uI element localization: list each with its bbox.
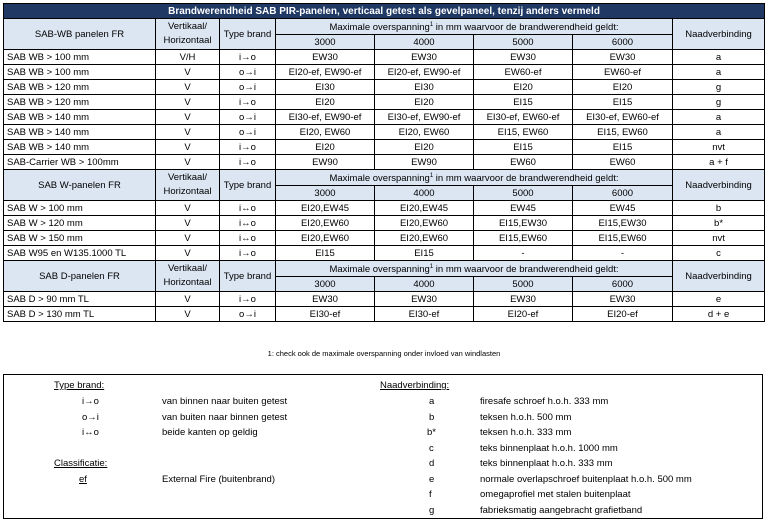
legend-type-desc: van buiten naar binnen getest	[162, 411, 288, 423]
span-5000: EI15,EW60	[474, 231, 573, 246]
fire-type: o→i	[220, 65, 276, 80]
table-row	[4, 140, 765, 155]
orientation: V	[156, 231, 220, 246]
connection: d + e	[673, 307, 765, 322]
connection: a	[673, 65, 765, 80]
legend-naad-desc: teks binnenplaat h.o.h. 1000 mm	[480, 442, 618, 454]
orientation: V	[156, 155, 220, 170]
span-4000: EW30	[375, 50, 474, 65]
orientation-header	[156, 170, 220, 201]
span-5000: EI15,EW30	[474, 216, 573, 231]
table-row	[4, 125, 765, 140]
connection: g	[673, 80, 765, 95]
fire-type: i→o	[220, 95, 276, 110]
span-5000: -	[474, 246, 573, 261]
legend-naad-code: d	[429, 458, 435, 469]
orientation: V	[156, 216, 220, 231]
span-5000: EI15	[474, 95, 573, 110]
span-5000: EW60-ef	[474, 65, 573, 80]
orientation: V	[156, 201, 220, 216]
span-5000: EI15	[474, 140, 573, 155]
span-value: 6000	[573, 186, 673, 201]
span-5000: EI30-ef, EW60-ef	[474, 110, 573, 125]
legend-naad-desc: teks binnenplaat h.o.h. 333 mm	[480, 458, 613, 469]
orientation: V/H	[156, 50, 220, 65]
span-5000: EW45	[474, 201, 573, 216]
span-header	[276, 170, 673, 186]
span-footnote-mark: 1	[429, 173, 434, 180]
span-value: 4000	[375, 35, 474, 50]
connection: a + f	[673, 155, 765, 170]
span-3000: EI20-ef, EW90-ef	[276, 65, 375, 80]
span-6000: EW60	[573, 155, 673, 170]
panel-type: SAB W > 120 mm	[4, 216, 156, 231]
span-4000: EI30-ef	[375, 307, 474, 322]
orientation-header-line2: Horizontaal	[163, 35, 212, 47]
span-6000: -	[573, 246, 673, 261]
panel-type: SAB WB > 140 mm	[4, 140, 156, 155]
legend-class-desc: External Fire (buitenbrand)	[162, 474, 275, 485]
section-header-row	[4, 170, 765, 186]
span-3000: EI30-ef	[276, 307, 375, 322]
span-3000: EI20, EW60	[276, 125, 375, 140]
span-header	[276, 19, 673, 35]
legend-class-title: Classificatie:	[54, 458, 108, 469]
fire-type: i→o	[220, 50, 276, 65]
span-value: 3000	[276, 277, 375, 292]
connection: a	[673, 125, 765, 140]
span-header-post: in mm waarvoor de brandwerendheid geldt:	[433, 22, 619, 34]
connection-header: Naadverbinding	[673, 170, 765, 201]
connection: b*	[673, 216, 765, 231]
span-6000: EI15, EW60	[573, 125, 673, 140]
span-4000: EW30	[375, 292, 474, 307]
legend-naad-desc: omegaprofiel met stalen buitenplaat	[480, 489, 631, 500]
legend-naad-code: a	[429, 396, 435, 407]
orientation: V	[156, 125, 220, 140]
panel-type: SAB WB > 120 mm	[4, 95, 156, 110]
legend-type-code: o→i	[82, 411, 99, 423]
panel-type: SAB WB > 100 mm	[4, 50, 156, 65]
span-5000: EW30	[474, 292, 573, 307]
span-3000: EI20,EW45	[276, 201, 375, 216]
legend-naad-desc: teksen h.o.h. 500 mm	[480, 411, 572, 423]
span-4000: EI20,EW60	[375, 216, 474, 231]
connection-header: Naadverbinding	[673, 19, 765, 50]
connection-header: Naadverbinding	[673, 261, 765, 292]
span-4000: EI20	[375, 95, 474, 110]
orientation-header	[156, 19, 220, 50]
orientation-header-line2: Horizontaal	[163, 186, 212, 198]
span-5000: EI20-ef	[474, 307, 573, 322]
span-3000: EI30	[276, 80, 375, 95]
fire-type: i↔o	[220, 231, 276, 246]
legend-naad-code: c	[429, 442, 434, 454]
type-brand-header: Type brand	[220, 261, 276, 292]
connection: nvt	[673, 140, 765, 155]
panel-type: SAB W95 en W135.1000 TL	[4, 246, 156, 261]
span-header-pre: Maximale overspanning	[329, 22, 430, 34]
orientation-header-line1: Vertikaal/	[167, 172, 208, 184]
panel-type: SAB D > 130 mm TL	[4, 307, 156, 322]
orientation: V	[156, 307, 220, 322]
panel-type: SAB D > 90 mm TL	[4, 292, 156, 307]
span-4000: EI20	[375, 140, 474, 155]
span-6000: EI30-ef, EW60-ef	[573, 110, 673, 125]
fire-type: o→i	[220, 307, 276, 322]
panel-type: SAB W > 150 mm	[4, 231, 156, 246]
span-value: 5000	[474, 35, 573, 50]
section-header-row	[4, 19, 765, 35]
fire-type: o→i	[220, 80, 276, 95]
legend-naad-desc: normale overlapschroef buitenplaat h.o.h. 500 mm	[480, 473, 692, 485]
table-row	[4, 80, 765, 95]
orientation: V	[156, 246, 220, 261]
span-value: 6000	[573, 35, 673, 50]
span-6000: EI20	[573, 80, 673, 95]
span-6000: EI20-ef	[573, 307, 673, 322]
span-5000: EI15, EW60	[474, 125, 573, 140]
span-6000: EW60-ef	[573, 65, 673, 80]
orientation: V	[156, 80, 220, 95]
span-header-pre: Maximale overspanning	[329, 264, 430, 276]
legend-naad-code: b	[429, 411, 435, 423]
legend-type-desc: van binnen naar buiten getest	[162, 396, 288, 407]
legend-type-code: i↔o	[82, 427, 99, 438]
panel-type: SAB WB > 140 mm	[4, 125, 156, 140]
span-value: 3000	[276, 186, 375, 201]
connection: a	[673, 50, 765, 65]
connection: nvt	[673, 231, 765, 246]
span-header-pre: Maximale overspanning	[329, 173, 430, 185]
span-value: 3000	[276, 35, 375, 50]
span-6000: EI15	[573, 140, 673, 155]
span-3000: EI20	[276, 95, 375, 110]
span-4000: EI15	[375, 246, 474, 261]
span-value: 4000	[375, 277, 474, 292]
span-4000: EW90	[375, 155, 474, 170]
span-3000: EI20,EW60	[276, 231, 375, 246]
span-4000: EI20,EW45	[375, 201, 474, 216]
legend-class-code: ef	[79, 474, 87, 485]
legend-naad-desc: firesafe schroef h.o.h. 333 mm	[480, 396, 609, 407]
span-footnote-mark: 1	[429, 264, 434, 271]
connection: b	[673, 201, 765, 216]
fire-type: i→o	[220, 292, 276, 307]
span-3000: EW90	[276, 155, 375, 170]
fire-type: i↔o	[220, 201, 276, 216]
table-title: Brandwerendheid SAB PIR-panelen, verticaal getest als gevelpaneel, tenzij anders vermeld	[4, 4, 765, 19]
span-3000: EI20	[276, 140, 375, 155]
section-name: SAB D-panelen FR	[4, 261, 156, 292]
type-brand-header: Type brand	[220, 19, 276, 50]
fire-resistance-table	[3, 3, 765, 322]
span-value: 4000	[375, 186, 474, 201]
panel-type: SAB WB > 100 mm	[4, 65, 156, 80]
span-value: 6000	[573, 277, 673, 292]
span-6000: EW45	[573, 201, 673, 216]
span-6000: EI15,EW30	[573, 216, 673, 231]
table-row	[4, 155, 765, 170]
footnote: 1: check ook de maximale overspanning onder invloed van windlasten	[267, 349, 501, 358]
legend-naad-desc: fabrieksmatig aangebracht grafietband	[480, 504, 643, 516]
span-4000: EI20, EW60	[375, 125, 474, 140]
connection: e	[673, 292, 765, 307]
fire-type: i↔o	[220, 216, 276, 231]
table-row	[4, 50, 765, 65]
span-6000: EI15,EW60	[573, 231, 673, 246]
span-header-post: in mm waarvoor de brandwerendheid geldt:	[433, 173, 619, 185]
span-6000: EW30	[573, 292, 673, 307]
orientation: V	[156, 292, 220, 307]
span-3000: EI30-ef, EW90-ef	[276, 110, 375, 125]
section-header-row	[4, 261, 765, 277]
legend-naad-desc: teksen h.o.h. 333 mm	[480, 427, 572, 438]
legend-naad-title: Naadverbinding:	[380, 380, 450, 391]
span-3000: EW30	[276, 292, 375, 307]
section-name: SAB-WB panelen FR	[4, 19, 156, 50]
legend-naad-code: g	[429, 504, 435, 516]
orientation-header-line1: Vertikaal/	[167, 263, 208, 275]
orientation: V	[156, 140, 220, 155]
section-name: SAB W-panelen FR	[4, 170, 156, 201]
span-header	[276, 261, 673, 277]
table-row	[4, 216, 765, 231]
table-row	[4, 65, 765, 80]
orientation-header-line2: Horizontaal	[163, 277, 212, 289]
span-4000: EI20-ef, EW90-ef	[375, 65, 474, 80]
legend-type-code: i→o	[82, 396, 99, 407]
connection: c	[673, 246, 765, 261]
span-3000: EW30	[276, 50, 375, 65]
orientation: V	[156, 65, 220, 80]
orientation-header-line1: Vertikaal/	[167, 21, 208, 33]
fire-type: i→o	[220, 140, 276, 155]
span-4000: EI20,EW60	[375, 231, 474, 246]
span-3000: EI15	[276, 246, 375, 261]
span-4000: EI30-ef, EW90-ef	[375, 110, 474, 125]
span-4000: EI30	[375, 80, 474, 95]
span-footnote-mark: 1	[429, 22, 434, 28]
connection: a	[673, 110, 765, 125]
table-row	[4, 307, 765, 322]
panel-type: SAB W > 100 mm	[4, 201, 156, 216]
table-row	[4, 246, 765, 261]
legend-box	[3, 374, 763, 519]
table-row	[4, 201, 765, 216]
legend-naad-code: b*	[427, 427, 436, 438]
panel-type: SAB-Carrier WB > 100mm	[4, 155, 156, 170]
table-row	[4, 231, 765, 246]
table-row	[4, 110, 765, 125]
fire-type: i→o	[220, 246, 276, 261]
fire-type: o→i	[220, 125, 276, 140]
span-5000: EW60	[474, 155, 573, 170]
span-header-post: in mm waarvoor de brandwerendheid geldt:	[433, 264, 619, 276]
legend-naad-code: e	[429, 473, 435, 485]
type-brand-header: Type brand	[220, 170, 276, 201]
table-title-row	[4, 4, 765, 19]
fire-type: i→o	[220, 155, 276, 170]
table-row	[4, 95, 765, 110]
span-6000: EW30	[573, 50, 673, 65]
span-3000: EI20,EW60	[276, 216, 375, 231]
legend-naad-code: f	[429, 489, 432, 500]
orientation: V	[156, 110, 220, 125]
span-6000: EI15	[573, 95, 673, 110]
connection: g	[673, 95, 765, 110]
legend-type-desc: beide kanten op geldig	[162, 427, 258, 438]
orientation-header	[156, 261, 220, 292]
table-row	[4, 292, 765, 307]
span-5000: EI20	[474, 80, 573, 95]
panel-type: SAB WB > 120 mm	[4, 80, 156, 95]
span-value: 5000	[474, 186, 573, 201]
fire-type: o→i	[220, 110, 276, 125]
panel-type: SAB WB > 140 mm	[4, 110, 156, 125]
legend-type-brand-title: Type brand:	[54, 380, 105, 391]
span-5000: EW30	[474, 50, 573, 65]
orientation: V	[156, 95, 220, 110]
span-value: 5000	[474, 277, 573, 292]
